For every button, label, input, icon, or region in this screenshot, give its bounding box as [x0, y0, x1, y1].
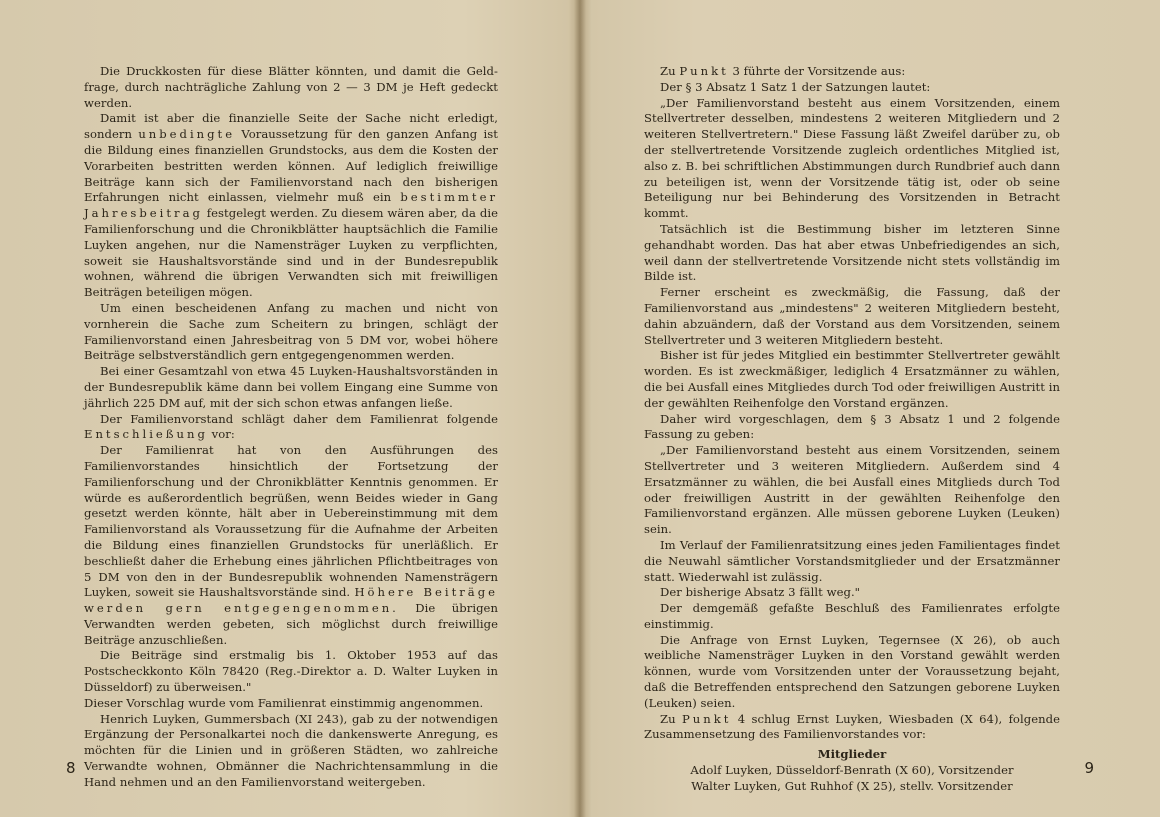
paragraph	[84, 712, 498, 791]
text-run: Zu	[660, 64, 680, 78]
text-run: Die Druckkosten für diese Blätter könnten, und damit die Geld-frage, durch nachträgliche Zahlung von 2 — 3 DM je Heft gedeckt werden.	[84, 64, 498, 110]
text-run: Daher wird vorgeschlagen, dem § 3 Absatz 1 und 2 folgende Fassung zu geben:	[644, 411, 1060, 442]
text-run: „Der Familienvorstand besteht aus einem Vorsitzenden, einem Stellvertreter desselben, mindestens 2 weiteren Mitgliedern und 2 weiteren Stellvertretern." Diese Fassung läßt Zweifel darüber zu, ob der stellvertretende Vorsitzende zugleich ordentliches Mitglied ist, also z. B. bei schriftlichen Abstimmungen durch Rundbrief auch dann zu beteiligen ist, wenn der Vorsitzende tätig ist, oder ob seine Beteiligung nur bei Behinderung des Vorsitzenden in Betracht kommt.	[644, 95, 1060, 221]
member-line: Adolf Luyken, Düsseldorf-Benrath (X 60), Vorsitzender	[690, 763, 1014, 778]
member-line: Walter Luyken, Gut Ruhhof (X 25), stellv. Vorsitzender	[691, 778, 1013, 793]
text-run: Zu	[660, 711, 682, 726]
paragraph	[644, 96, 1060, 222]
text-run: Damit ist aber die finanzielle Seite der Sache nicht erledigt, sondern	[84, 111, 498, 142]
spaced-emphasis: unbedingte	[138, 127, 236, 142]
text-run: 3 führte der Vorsitzende aus:	[728, 64, 906, 78]
text-run: Der Familienrat hat von den Ausführungen des Familienvorstandes hinsichtlich der Fortsetzung der Familienforschung und der Chronikblätter Kenntnis genommen. Er würde es außerordentlich begrüßen, wenn Beides wieder in Gang gesetzt werden könnte, hält aber in Uebereinstimmung mit dem Familienvorstand als Voraussetzung für die Aufnahme der Arbeiten die Bildung eines finanziellen Grundstocks für unerläßlich. Er beschließt daher die Erhebung eines jährlichen Pflichtbeitrages von 5 DM von den in der Bundesrepublik wohnenden Namensträgern Luyken, soweit sie Haushaltsvorstände sind.	[84, 443, 498, 600]
spaced-emphasis: Punkt	[681, 711, 732, 726]
text-run: „Der Familienvorstand besteht aus einem Vorsitzenden, seinem Stellvertreter und 3 weiteren Mitgliedern. Außerdem sind 4 Ersatzmänner zu wählen, die bei Ausfall eines Mitglieds durch Tod oder freiwilligen Austritt in der gewählten Reihenfolge den Familienvorstand ergänzen. Alle müssen geborene Luyken (Leuken) sein.	[644, 443, 1060, 537]
paragraph	[84, 364, 498, 411]
left-page-number: 8	[66, 759, 76, 777]
paragraph	[644, 222, 1060, 285]
text-run: vor:	[207, 427, 235, 442]
paragraph	[644, 412, 1060, 444]
text-run: Die übrigen Verwandten werden gebeten, sich möglichst durch freiwillige Beiträge anzuschließen.	[84, 601, 498, 647]
paragraph	[644, 443, 1060, 538]
left-page-text	[84, 64, 498, 791]
spaced-emphasis: Höhere Beiträge werden gern entgegengenommen.	[84, 585, 498, 616]
text-run: Dieser Vorschlag wurde vom Familienrat einstimmig angenommen.	[84, 695, 484, 710]
right-page	[580, 0, 1160, 817]
spaced-emphasis: Punkt	[679, 64, 729, 78]
paragraph	[84, 443, 498, 648]
text-run: Die Beiträge sind erstmalig bis 1. Oktober 1953 auf das Postscheckkonto Köln 78420 (Reg.-Direktor a. D. Walter Luyken in Düsseldorf) zu überweisen."	[84, 648, 498, 695]
text-run: Der § 3 Absatz 1 Satz 1 der Satzungen lautet:	[660, 79, 931, 94]
paragraph	[84, 64, 498, 111]
right-page-text	[644, 64, 1060, 743]
text-run: Voraussetzung für den ganzen Anfang ist die Bildung eines finanziellen Grundstocks, aus dem die Kosten der Vorarbeiten bestritten werden können. Auf lediglich freiwillige Beiträge kann sich der Familienvorstand nach den bisherigen Erfahrungen nicht einlassen, vielmehr muß ein	[84, 127, 498, 205]
text-run: Ferner erscheint es zweckmäßig, die Fassung, daß der Familienvorstand aus „mindestens" 2 weiteren Mitgliedern besteht, dahin abzuändern, daß der Vorstand aus dem Vorsitzenden, seinem Stellvertreter und 3 weiteren Mitgliedern besteht.	[644, 285, 1060, 347]
paragraph	[644, 348, 1060, 411]
text-run: Henrich Luyken, Gummersbach (XI 243), gab zu der notwendigen Ergänzung der Personalkartei noch die dankenswerte Anregung, es möchten für die Linien und in größeren Städten, wo zahlreiche Verwandte wohnen, Obmänner die Nachrichtensammlung in die Hand nehmen und an den Familienvorstand weitergeben.	[84, 711, 498, 789]
right-page-number: 9	[1084, 759, 1094, 777]
paragraph	[644, 64, 1060, 80]
text-run: 4 schlug Ernst Luyken, Wiesbaden (X 64), folgende Zusammensetzung des Familienvorstandes vor:	[644, 711, 1061, 742]
text-run: Die Anfrage von Ernst Luyken, Tegernsee (X 26), ob auch weibliche Namensträger Luyken in den Vorstand gewählt werden können, wurde vom Vorsitzenden unter der Voraussetzung bejaht, daß die Betreffenden entsprechend den Satzungen geborene Luyken (Leuken) seien.	[644, 632, 1060, 710]
paragraph	[644, 585, 1060, 601]
text-run: Der demgemäß gefaßte Beschluß des Familienrates erfolgte einstimmig.	[644, 601, 1060, 631]
paragraph	[84, 301, 498, 364]
paragraph	[84, 111, 498, 301]
paragraph	[84, 696, 498, 712]
spaced-emphasis: Entschließung	[84, 427, 208, 442]
text-run: Bei einer Gesamtzahl von etwa 45 Luyken-Haushaltsvorständen in der Bundesrepublik käme dann bei vollem Eingang eine Summe von jährlich 225 DM auf, mit der sich schon etwas anfangen ließe.	[84, 364, 498, 410]
paragraph	[644, 538, 1060, 585]
paragraph	[644, 712, 1060, 744]
paragraph	[84, 412, 498, 444]
spaced-emphasis: bestimmter Jahresbeitrag	[84, 190, 498, 221]
text-run: Tatsächlich ist die Bestimmung bisher im letzteren Sinne gehandhabt worden. Das hat aber etwas Unbefriedigendes an sich, weil dann der stellvertretende Vorsitzende nicht stets vollständig im Bilde ist.	[644, 221, 1060, 284]
text-run: Bisher ist für jedes Mitglied ein bestimmter Stellvertreter gewählt worden. Es ist zweckmäßiger, lediglich 4 Ersatzmänner zu wählen, die bei Ausfall eines Mitgliedes durch Tod oder freiwilligen Austritt in der gewählten Reihenfolge den Vorstand ergänzen.	[644, 348, 1060, 410]
paragraph	[644, 633, 1060, 712]
text-run: Der Familienvorstand schlägt daher dem Familienrat folgende	[100, 411, 498, 426]
paragraph	[644, 80, 1060, 96]
paragraph	[84, 648, 498, 695]
text-run: Der bisherige Absatz 3 fällt weg."	[660, 585, 861, 600]
text-run: festgelegt werden. Zu diesem wären aber, da die Familienforschung und die Chronikblätter hauptsächlich die Familie Luyken angehen, nur die Namensträger Luyken zu verpflichten, soweit sie Haushaltsvorstände sind und in der Bundesrepublik wohnen, während die übrigen Verwandten sich mit freiwilligen Beiträgen beteiligen mögen.	[84, 206, 498, 300]
paragraph	[644, 285, 1060, 348]
paragraph	[644, 601, 1060, 633]
members-heading: Mitglieder	[817, 747, 887, 762]
text-run: Um einen bescheidenen Anfang zu machen und nicht von vornherein die Sache zum Scheitern zu bringen, schlägt der Familienvorstand einen Jahresbeitrag von 5 DM vor, wobei höhere Beiträge selbstverständlich gern entgegengenommen werden.	[84, 300, 498, 363]
text-run: Im Verlauf der Familienratsitzung eines jeden Familientages findet die Neuwahl sämtlicher Vorstandsmitglieder und der Ersatzmänner statt. Wiederwahl ist zulässig.	[644, 537, 1060, 584]
